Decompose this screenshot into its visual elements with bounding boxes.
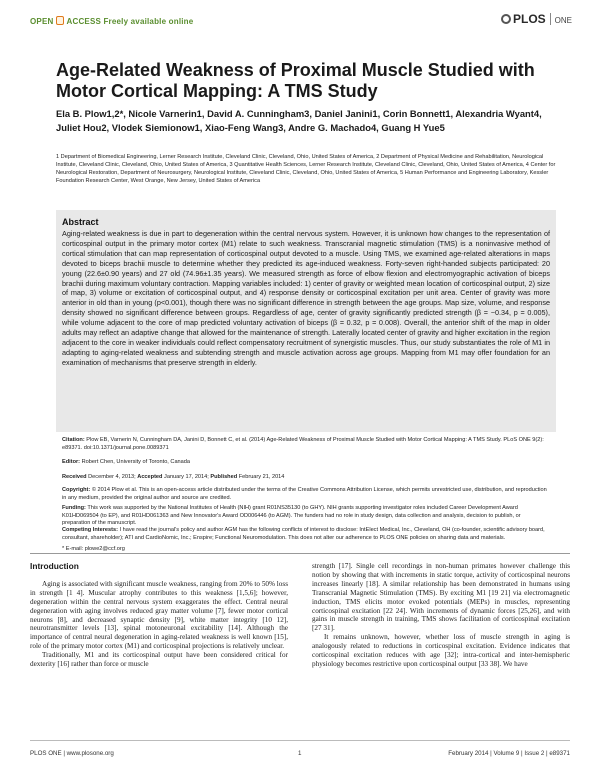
left-column: [30, 562, 288, 669]
paper-title: Age-Related Weakness of Proximal Muscle Studied with Motor Cortical Mapping: A TMS Study: [56, 60, 535, 101]
intro-paragraph: Traditionally, M1 and its corticospinal output have been considered critical for dexterity [16] rather than force or muscle: [30, 651, 288, 669]
journal-suffix: ONE: [554, 16, 572, 25]
copyright-text: © 2014 Plow et al. This is an open-access article distributed under the terms of the Creative Commons Attribution License, which permits unrestricted use, distribution, and reproduction in any medium, provided the original author and source are credited.: [62, 487, 547, 501]
page-number: 1: [298, 750, 302, 757]
received-date: December 4, 2013;: [88, 474, 136, 480]
citation-label: Citation:: [62, 437, 85, 443]
abstract-heading: Abstract: [62, 217, 99, 227]
accepted-date: January 17, 2014;: [164, 474, 209, 480]
logo-divider: [550, 13, 551, 25]
competing-label: Competing Interests:: [62, 527, 118, 533]
editor-text: Robert Chen, University of Toronto, Canada: [81, 459, 191, 465]
affiliations: 1 Department of Biomedical Engineering, Lerner Research Institute, Cleveland Clinic, Cleveland, Ohio, United States of America, 2 Department of Physical Medicine and Rehabilitation, Neurological Institute, Cleveland Clinic, Cleveland, Ohio, United States of America, 3 Quantitative Health Sciences, Lerner Research Institute, Cleveland Clinic, Cleveland, Ohio, United States of America, 4 Center for Neurological Restoration, Department of Neurosurgery, Neurological Institute, Cleveland Clinic, Cleveland, Ohio, United States of America, 5 Human Performance and Engineering Laboratory, Kessler Foundation Research Center, West Orange, New Jersey, United States of America: [56, 154, 556, 185]
dates-block: [62, 474, 550, 482]
funding-label: Funding:: [62, 505, 86, 511]
open-lock-icon: [56, 16, 64, 25]
footer-journal: PLOS ONE | www.plosone.org: [30, 750, 114, 757]
published-date: February 21, 2014: [238, 474, 285, 480]
abstract-text: Aging-related weakness is due in part to degeneration within the central nervous system. However, it is unknown how changes to the representation of corticospinal output in the primary motor cortex (M1) relate to such weakness. Transcranial magnetic stimulation (TMS) is a noninvasive method of cortical stimulation that can map representation of corticospinal output devoted to a muscle. Using TMS, we examined age-related alterations in maps devoted to biceps brachii muscle to determine whether they predicted its age-induced weakness. Forty-seven right-handed subjects participated: 20 young (22.6±0.90 years) and 27 old (74.96±1.35 years). We measured strength as force of elbow flexion and electromyographic activation of biceps brachii during maximum voluntary contraction. Mapping variables included: 1) center of gravity or weighted mean location of corticospinal output, 2) size of map, 3) volume or excitation of corticospinal output, and 4) response density or corticospinal excitation per unit area. Center of gravity was more anterior in old than in young (p<0.001), though there was no significant difference in strength between the age groups. Map size, volume, and response density showed no significant difference between groups. Regardless of age, center of gravity significantly predicted strength (β = −0.34, p = 0.005), while volume adjacent to the core of map predicted voluntary activation of biceps (β = 0.32, p = 0.008). Overall, the anterior shift of the map in older adults may reflect an adaptive change that allowed for the maintenance of strength. Laterally located center of gravity and higher excitation in the region adjacent to the core in weaker individuals could reflect compensatory recruitment of synergistic muscles. Thus, our study substantiates the role of M1 in adapting to aging-related weakness and subtending strength and muscle activation across age groups. Mapping from M1 may offer foundation for an examination of mechanisms that preserve strength in elderly.: [62, 229, 550, 367]
editor-label: Editor:: [62, 459, 81, 465]
footer-divider: [30, 740, 570, 741]
plos-logo-icon: [501, 14, 511, 24]
intro-heading: Introduction: [30, 561, 79, 571]
intro-paragraph: Aging is associated with significant muscle weakness, ranging from 20% to 50% loss in strength [1 4]. Muscular atrophy contributes to this weakness [1,5,6]; however, degeneration within the central nervous system exaggerates the effect. Central neural degeneration with aging involves reduced gray matter volume [7], fewer motor cortical neurons [8], and decreased synaptic density [9], white matter integrity [10 12], neurotransmitter levels [13], spinal motoneuronal excitability [14]. Although the importance of central neural degeneration in aging-related weakness is well known [15], role of the primary motor cortex (M1) and corticospinal projections is relatively unclear.: [30, 579, 288, 651]
citation-text: Plow EB, Varnerin N, Cunningham DA, Janini D, Bonnett C, et al. (2014) Age-Related Weakness of Proximal Muscle Studied with Motor Cortical Mapping: A TMS Study. PLoS ONE 9(2): e89371. doi:10.1371/journal.pone.0089371: [62, 437, 544, 451]
editor-block: [62, 459, 550, 467]
journal-name: PLOS: [512, 12, 546, 26]
footer-issue: February 2014 | Volume 9 | Issue 2 | e89371: [448, 750, 570, 757]
funding-text: This work was supported by the National Institutes of Health (NIH) grant R01NS35130 (to GHY). NIH grants supporting investigator roles included Career Development Award K01HD069504 (to EP), and R01HD061363 and New Innovator's Award OD006446 (to AGM). The funders had no role in study design, data collection and analysis, decision to publish, or preparation of the manuscript.: [62, 505, 521, 526]
competing-text: I have read the journal's policy and author AGM has the following conflicts of interest to disclose: IntElect Medical, Inc., Cleveland, OH (co-founder, scientific advisory board, consultant, shareholder); ATI and CardioNomic, Inc.; Enspire; Functional Neuromodulation. This does not alter our adherence to PLOS ONE policies on sharing data and materials.: [62, 527, 545, 541]
section-divider: [30, 553, 570, 554]
competing-interests-block: [62, 527, 550, 542]
journal-logo: [501, 12, 572, 26]
email-line: * E-mail: plowe2@ccf.org: [62, 546, 125, 552]
received-label: Received: [62, 474, 87, 480]
accepted-label: Accepted: [137, 474, 163, 480]
funding-block: [62, 505, 550, 528]
intro-paragraph: It remains unknown, however, whether loss of muscle strength in aging is analogously related to reductions in corticospinal excitation. Evidence indicates that corticospinal excitation reduces with age [32]; intra-cortical and inter-hemispheric physiology becomes restrictive upon corticospinal output [33 38]. We have: [312, 633, 570, 668]
citation-block: [62, 437, 550, 452]
intro-paragraph: strength [17]. Single cell recordings in non-human primates however challenge this notion by showing that with increments in static torque, activity of corticospinal neurons increases linearly [18]. A similar relationship has been demonstrated in humans using Transcranial Magnetic Stimulation (TMS). By exciting M1 [19 21] via electromagnetic induction, TMS elicits motor evoked potentials (MEPs) in muscles, representing corticospinal excitation [22 24]. With increments of dynamic forces [25,26], and with gains in muscle strength in training, TMS shows facilitation of corticospinal excitation [27 31].: [312, 562, 570, 633]
open-access-label: [30, 16, 193, 26]
open-access-word: OPEN: [30, 17, 54, 26]
published-label: Published: [210, 474, 238, 480]
right-column: [312, 562, 570, 669]
open-access-text: ACCESS Freely available online: [66, 17, 194, 26]
author-list: Ela B. Plow1,2*, Nicole Varnerin1, David A. Cunningham3, Daniel Janini1, Corin Bonnett1, Alexandria Wyant4, Juliet Hou2, Vlodek Siemionow1, Xiao-Feng Wang3, Andre G. Machado4, Guang H Yue5: [56, 108, 542, 133]
copyright-block: [62, 487, 550, 502]
copyright-label: Copyright:: [62, 487, 91, 493]
